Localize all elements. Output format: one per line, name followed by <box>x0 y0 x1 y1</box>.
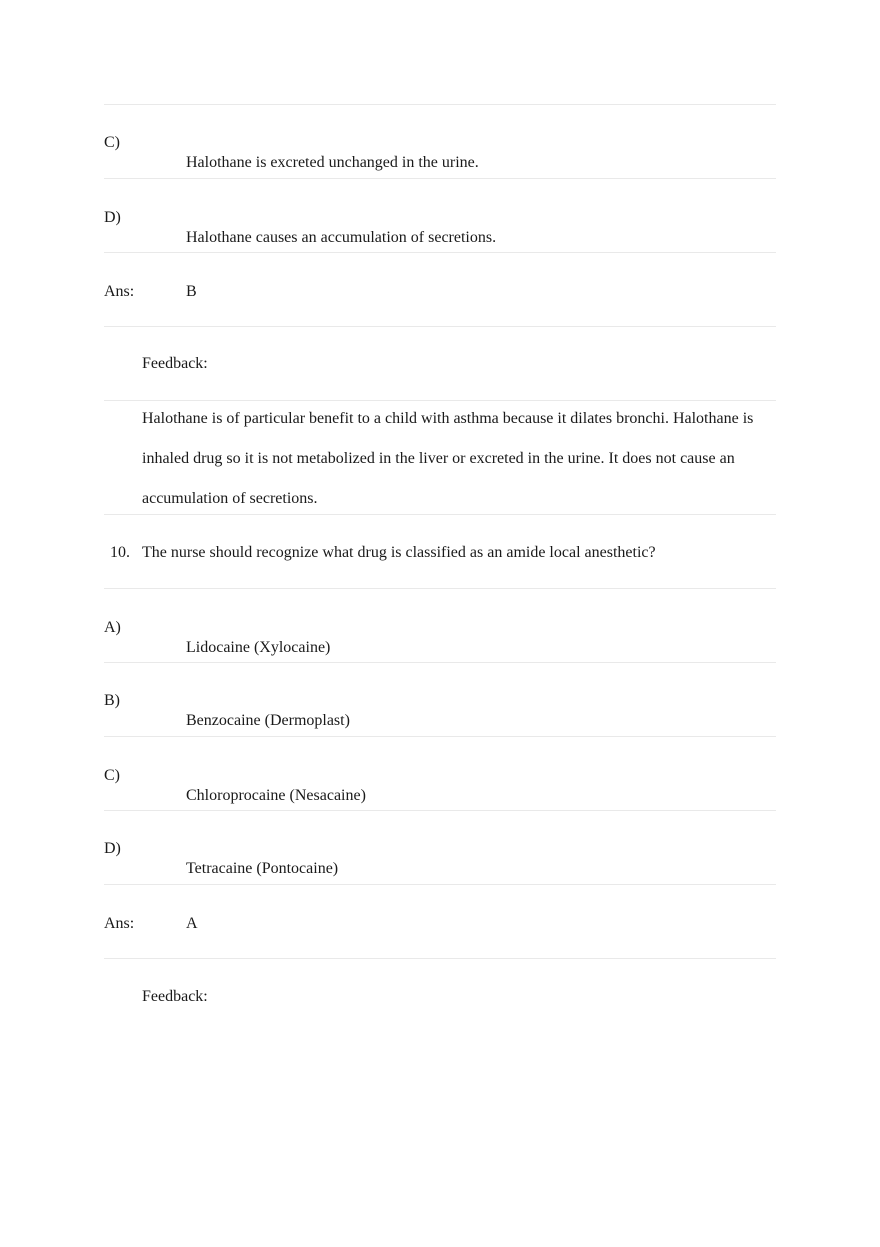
divider <box>104 810 776 811</box>
answer-label: Ans: <box>104 915 135 932</box>
option-text: Halothane is excreted unchanged in the urine. <box>186 154 479 171</box>
option-letter: A) <box>104 619 121 636</box>
option-letter: C) <box>104 134 120 151</box>
option-text: Halothane causes an accumulation of secretions. <box>186 229 497 246</box>
divider <box>104 884 776 885</box>
feedback-label: Feedback: <box>142 988 208 1005</box>
divider <box>104 588 776 589</box>
divider <box>104 326 776 327</box>
option-letter: B) <box>104 692 120 709</box>
question-number: 10. <box>110 544 130 561</box>
option-text: Lidocaine (Xylocaine) <box>186 639 331 656</box>
option-letter: C) <box>104 767 120 784</box>
divider <box>104 178 776 179</box>
answer-value: B <box>186 283 197 300</box>
option-text: Benzocaine (Dermoplast) <box>186 712 350 729</box>
divider <box>104 104 776 105</box>
feedback-text: Halothane is of particular benefit to a child with asthma because it dilates bronchi. Halothane is inhaled drug so it is not metabolized in the liver or excreted in the urine. It does not cause an accumulation of secretions. <box>142 410 754 507</box>
option-letter: D) <box>104 209 121 226</box>
divider <box>104 662 776 663</box>
divider <box>104 252 776 253</box>
answer-label: Ans: <box>104 283 135 300</box>
feedback-label: Feedback: <box>142 355 208 372</box>
divider <box>104 958 776 959</box>
option-text: Chloroprocaine (Nesacaine) <box>186 787 366 804</box>
option-letter: D) <box>104 840 121 857</box>
answer-value: A <box>186 915 198 932</box>
question-text: The nurse should recognize what drug is classified as an amide local anesthetic? <box>142 544 656 561</box>
option-text: Tetracaine (Pontocaine) <box>186 860 339 877</box>
divider <box>104 736 776 737</box>
